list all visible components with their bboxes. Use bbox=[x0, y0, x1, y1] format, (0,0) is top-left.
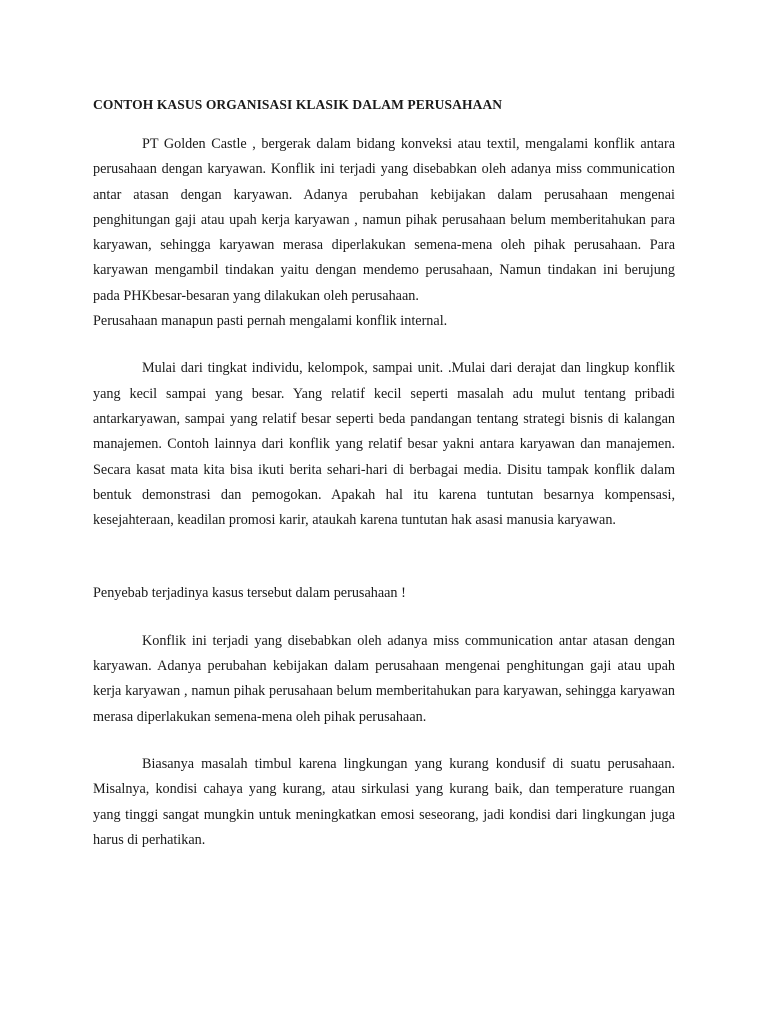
paragraph-conflict-levels: Mulai dari tingkat individu, kelompok, sampai unit. .Mulai dari derajat dan lingkup konflik yang kecil sampai yang besar. Yang relatif kecil seperti masalah adu mulut tentang pribadi antarkaryawan, sampai yang relatif besar seperti beda pandangan tentang strategi bisnis di kalangan manajemen. Contoh lainnya dari konflik yang relatif besar yakni antara karyawan dan manajemen. Secara kasat mata kita bisa ikuti berita sehari-hari di berbagai media. Disitu tampak konflik dalam bentuk demonstrasi dan pemogokan. Apakah hal itu karena tuntutan besarnya kompensasi, kesejahteraan, keadilan promosi karir, ataukah karena tuntutan hak asasi manusia karyawan. bbox=[93, 360, 675, 529]
paragraph-internal-conflict: Perusahaan manapun pasti pernah mengalami konflik internal. bbox=[93, 313, 448, 330]
document-page bbox=[93, 92, 675, 853]
paragraph-cause-communication: Konflik ini terjadi yang disebabkan oleh adanya miss communication antar atasan dengan karyawan. Adanya perubahan kebijakan dalam perusahaan mengenai penghitungan gaji atau upah kerja karyawan , namun pihak perusahaan belum memberitahukan para karyawan, sehingga karyawan merasa diperlakukan semena-mena oleh pihak perusahaan. bbox=[93, 632, 675, 725]
spacer bbox=[93, 607, 675, 629]
spacer bbox=[93, 533, 675, 581]
section-heading-causes: Penyebab terjadinya kasus tersebut dalam perusahaan ! bbox=[93, 585, 406, 602]
document-title: CONTOH KASUS ORGANISASI KLASIK DALAM PERUSAHAAN bbox=[93, 97, 503, 112]
spacer bbox=[93, 334, 675, 356]
paragraph-case-description: PT Golden Castle , bergerak dalam bidang konveksi atau textil, mengalami konflik antara perusahaan dengan karyawan. Konflik ini terjadi yang disebabkan oleh adanya miss communication antar atasan dengan karyawan. Adanya perubahan kebijakan dalam perusahaan mengenai penghitungan gaji atau upah kerja karyawan , namun pihak perusahaan belum memberitahukan para karyawan, sehingga karyawan merasa diperlakukan semena-mena oleh pihak perusahaan. Para karyawan mengambil tindakan yaitu dengan mendemo perusahaan, Namun tindakan ini berujung pada PHKbesar-besaran yang dilakukan oleh perusahaan. bbox=[93, 136, 675, 304]
spacer bbox=[93, 730, 675, 752]
paragraph-cause-environment: Biasanya masalah timbul karena lingkungan yang kurang kondusif di suatu perusahaan. Misalnya, kondisi cahaya yang kurang, atau sirkulasi yang kurang baik, dan temperature ruangan yang tinggi sangat mungkin untuk meningkatkan emosi seseorang, jadi kondisi dari lingkungan juga harus di perhatikan. bbox=[93, 755, 675, 848]
